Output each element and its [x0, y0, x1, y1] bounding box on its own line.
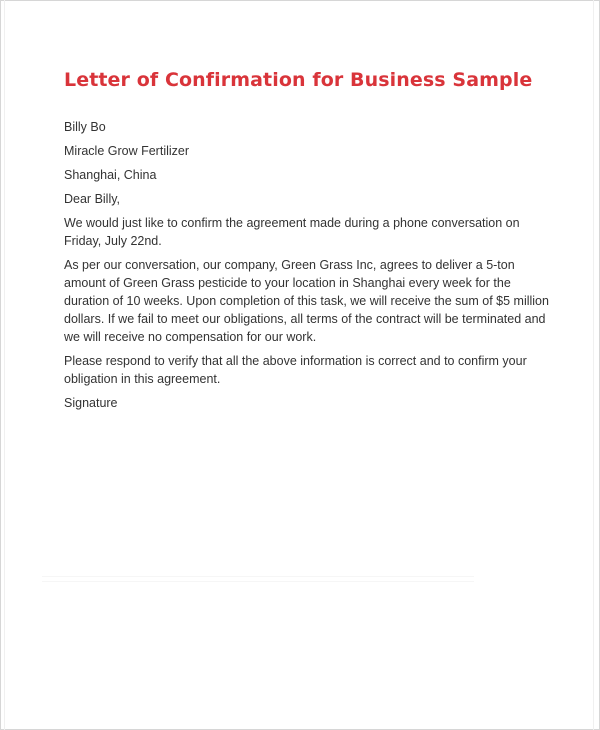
- recipient-company: Miracle Grow Fertilizer: [64, 144, 190, 158]
- frame-inner-border-right: [593, 0, 594, 730]
- paragraph-confirmation: We would just like to confirm the agreement made during a phone conversation on Friday, July 22nd.: [64, 216, 520, 248]
- salutation: Dear Billy,: [64, 192, 121, 206]
- paragraph-request-response: Please respond to verify that all the above information is correct and to confirm your obligation in this agreement.: [64, 354, 527, 386]
- letter-page: [64, 64, 554, 418]
- recipient-name: Billy Bo: [64, 120, 106, 134]
- letter-body: [64, 118, 554, 412]
- paragraph-agreement-terms: As per our conversation, our company, Green Grass Inc, agrees to deliver a 5-ton amount of Green Grass pesticide to your location in Shanghai every week for the duration of 10 weeks. Upon completion of this task, we will receive the sum of $5 million dollars. If we fail to meet our obligations, all terms of the contract will be terminated and we will receive no compensation for our work.: [64, 258, 549, 344]
- footer-divider-secondary: [42, 581, 474, 582]
- footer-divider: [42, 576, 474, 577]
- frame-inner-border-left: [4, 0, 5, 730]
- recipient-location: Shanghai, China: [64, 168, 157, 182]
- signature: Signature: [64, 396, 118, 410]
- document-title: Letter of Confirmation for Business Sample: [64, 69, 533, 91]
